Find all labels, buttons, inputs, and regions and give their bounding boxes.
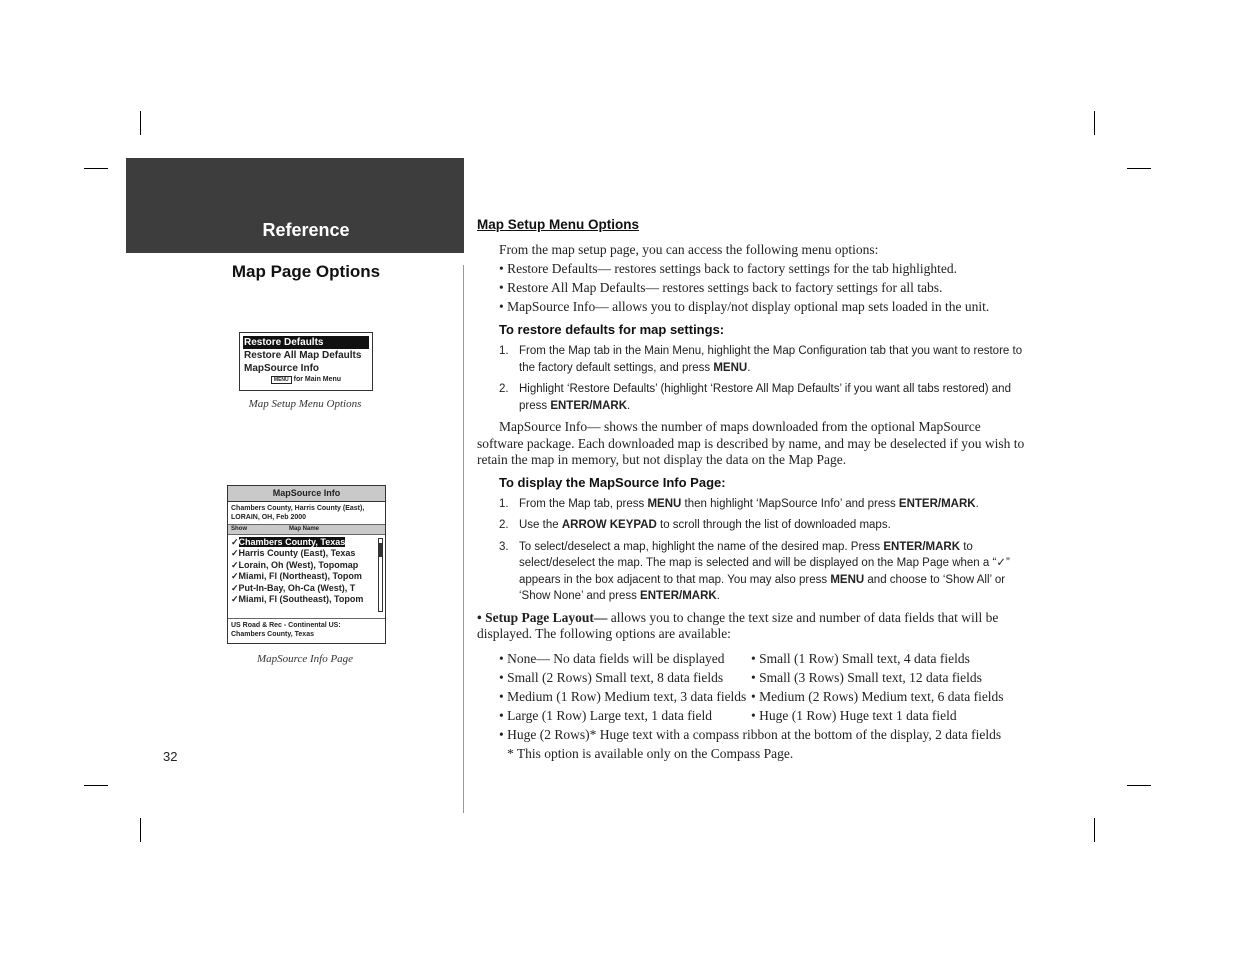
- map-list-item: ✓Put-In-Bay, Oh-Ca (West), T: [231, 582, 356, 593]
- layout-option: • Medium (1 Row) Medium text, 3 data fields: [499, 688, 747, 704]
- check-icon: ✓: [231, 537, 239, 547]
- layout-option: • Medium (2 Rows) Medium text, 6 data fields: [751, 688, 1004, 704]
- procedure-step: [499, 496, 1027, 513]
- step-number: 2.: [499, 383, 509, 395]
- map-list: [228, 534, 385, 615]
- menu-item-restore-defaults: Restore Defaults: [243, 336, 369, 349]
- key-name: MENU: [713, 361, 748, 374]
- crop-mark: [1094, 818, 1095, 842]
- step-text-part: .: [975, 497, 979, 510]
- crop-mark: [1127, 168, 1151, 169]
- crop-mark: [1127, 785, 1151, 786]
- procedure-step: [499, 343, 1027, 376]
- layout-option-row: [477, 706, 1027, 725]
- step-text-part: to select/deselect the map. The map is selected and will be displayed on the Map Page when a “✓” appears in the box adjacent to that map. You may also press: [519, 540, 1010, 586]
- paragraph-text: allows you to change the text size and number of data fields that will be displayed. The following options are available:: [477, 609, 999, 641]
- layout-lead: • Setup Page Layout—: [477, 609, 608, 625]
- crop-mark: [1094, 111, 1095, 135]
- procedure-step: [499, 539, 1027, 605]
- check-icon: ✓: [231, 559, 239, 570]
- step-text-part: From the Map tab in the Main Menu, highlight the Map Configuration tab that you want to restore to the factory default settings, and press: [519, 345, 1023, 374]
- layout-option-row: [477, 687, 1027, 706]
- procedure-heading: To restore defaults for map settings:: [499, 322, 725, 337]
- step-number: 1.: [499, 345, 509, 357]
- column-show: Show: [231, 526, 247, 532]
- column-header: [228, 524, 385, 534]
- layout-option: • Small (2 Rows) Small text, 8 data fields: [499, 669, 724, 685]
- step-text-part: and choose to ‘Show All’ or ‘Show None’ and press: [519, 573, 1006, 602]
- procedure-heading: To display the MapSource Info Page:: [499, 474, 726, 490]
- menu-item-mapsource-info: MapSource Info: [244, 363, 320, 374]
- layout-option: • Small (1 Row) Small text, 4 data fields: [751, 650, 970, 666]
- step-text: [519, 496, 979, 513]
- step-text: [519, 343, 1027, 376]
- step-text-part: .: [747, 361, 751, 374]
- step-number: 1.: [499, 497, 509, 510]
- layout-option: • Huge (1 Row) Huge text 1 data field: [751, 707, 957, 723]
- option-item: • MapSource Info— allows you to display/not display optional map sets loaded in the unit.: [499, 299, 990, 314]
- layout-option: • Large (1 Row) Large text, 1 data field: [499, 707, 713, 723]
- option-item: • Restore All Map Defaults— restores settings back to factory settings for all tabs.: [499, 280, 943, 295]
- crop-mark: [84, 785, 108, 786]
- step-text-part: to scroll through the list of downloaded maps.: [656, 519, 891, 531]
- section-heading: Map Setup Menu Options: [477, 217, 639, 232]
- step-number: 3.: [499, 540, 509, 553]
- step-text-part: .: [716, 590, 720, 602]
- column-map-name: Map Name: [289, 526, 320, 532]
- layout-option-row: [477, 668, 1027, 687]
- map-list-item: ✓Lorain, Oh (West), Topomap: [231, 559, 359, 570]
- main-content: [477, 217, 1027, 763]
- key-name: ARROW KEYPAD: [561, 519, 657, 531]
- menu-key-icon: MENU: [271, 376, 292, 384]
- key-name: MENU: [647, 497, 682, 510]
- option-item: • Restore Defaults— restores settings back to factory settings for the tab highlighted.: [499, 261, 957, 276]
- column-divider: [463, 265, 464, 813]
- map-detail: [228, 618, 385, 643]
- key-name: MENU: [830, 573, 865, 586]
- step-text: [519, 539, 1027, 605]
- procedure-step: [499, 381, 1027, 414]
- check-icon: ✓: [231, 571, 239, 582]
- crop-mark: [140, 818, 141, 842]
- step-text-part: From the Map tab, press: [519, 497, 648, 510]
- map-list-item: ✓Miami, Fl (Northeast), Topom: [231, 571, 362, 582]
- crop-mark: [84, 168, 108, 169]
- map-list-item: ✓Miami, Fl (Southeast), Topom: [231, 594, 364, 605]
- map-detail-line: Chambers County, Texas: [231, 631, 314, 638]
- check-icon: ✓: [231, 548, 239, 559]
- crop-mark: [140, 111, 141, 135]
- figure-caption: Map Setup Menu Options: [248, 398, 362, 410]
- section-header-title: Reference: [262, 220, 350, 240]
- step-text: [519, 517, 891, 534]
- layout-option: • Huge (2 Rows)* Huge text with a compass ribbon at the bottom of the display, 2 data fields: [499, 726, 1002, 742]
- step-text-part: .: [627, 399, 631, 412]
- mapsource-paragraph: [477, 419, 1027, 469]
- check-icon: ✓: [231, 594, 239, 605]
- step-text-part: Use the: [519, 519, 562, 531]
- scrollbar-thumb: [379, 543, 382, 557]
- step-text: [519, 381, 1027, 414]
- procedure-step: [499, 517, 1027, 534]
- map-description: Chambers County, Harris County (East), LORAIN, OH, Feb 2000: [231, 505, 365, 521]
- step-text-part: Highlight ‘Restore Defaults’ (highlight ‘Restore All Map Defaults’ if you want all tabs restored) and press: [519, 383, 1011, 412]
- menu-footer: [240, 376, 372, 384]
- layout-option-row: [477, 649, 1027, 668]
- key-name: ENTER/MARK: [898, 497, 976, 510]
- footnote: * This option is available only on the Compass Page.: [507, 745, 794, 761]
- scrollbar: [378, 538, 383, 612]
- map-list-item: ✓Chambers County, Texas: [231, 537, 346, 547]
- key-name: ENTER/MARK: [883, 540, 961, 553]
- key-name: ENTER/MARK: [550, 399, 627, 412]
- map-list-item: ✓Harris County (East), Texas: [231, 548, 356, 559]
- step-text-part: then highlight ‘MapSource Info’ and press: [681, 497, 899, 510]
- mapsource-info-screenshot: [227, 485, 386, 644]
- map-detail-line: US Road & Rec - Continental US:: [231, 622, 341, 629]
- layout-option: • None— No data fields will be displayed: [499, 650, 725, 666]
- menu-item-restore-all-defaults: Restore All Map Defaults: [244, 350, 362, 361]
- map-setup-menu-screenshot: [239, 332, 373, 391]
- intro-text: From the map setup page, you can access the following menu options:: [499, 242, 879, 257]
- step-number: 2.: [499, 519, 509, 531]
- paragraph-text: MapSource Info— shows the number of maps downloaded from the optional MapSource software package. Each downloaded map is described by name, and may be deselected if you wish to retain the map in memory, but not display the data on the Map Page.: [477, 419, 1025, 467]
- page-number: 32: [163, 749, 178, 764]
- screen-title: MapSource Info: [228, 486, 385, 502]
- figure-caption: MapSource Info Page: [256, 653, 354, 665]
- page-section-title: Map Page Options: [231, 262, 381, 281]
- check-icon: ✓: [231, 582, 239, 593]
- layout-paragraph: [477, 610, 1027, 643]
- menu-footer-text: for Main Menu: [293, 376, 342, 383]
- layout-option: • Small (3 Rows) Small text, 12 data fields: [751, 669, 982, 685]
- key-name: ENTER/MARK: [640, 590, 717, 602]
- step-text-part: To select/deselect a map, highlight the name of the desired map. Press: [519, 540, 884, 553]
